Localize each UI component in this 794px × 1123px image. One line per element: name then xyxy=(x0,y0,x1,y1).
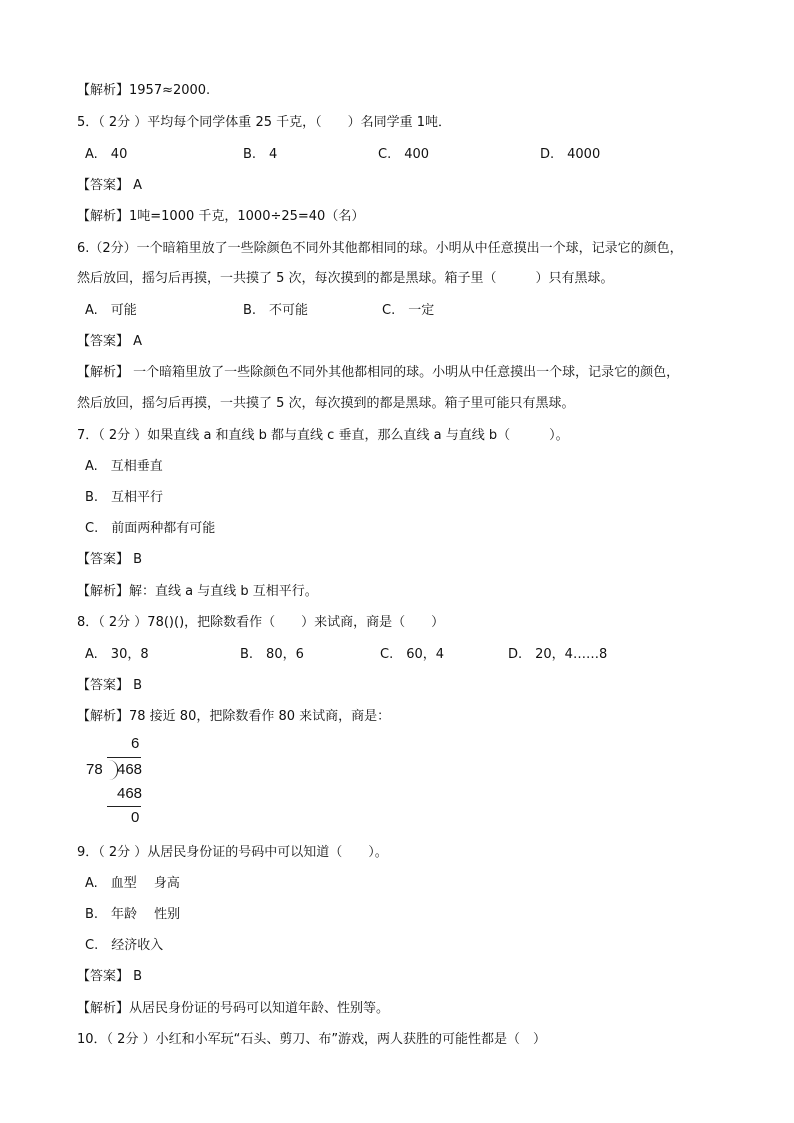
q7-option-b: B. 互相平行 xyxy=(85,490,164,505)
division-top-rule xyxy=(107,757,141,758)
answer-q7: 【答案】 B xyxy=(77,552,143,567)
analysis-q4: 【解析】1957≈2000. xyxy=(77,83,211,98)
q9-option-c: C. 经济收入 xyxy=(85,938,164,953)
analysis-q8: 【解析】78 接近 80，把除数看作 80 来试商，商是： xyxy=(77,709,391,724)
q6-option-b: B. 不可能 xyxy=(243,303,309,318)
analysis-q6: 【解析】 一个暗箱里放了一些除颜色不同外其他都相同的球。小明从中任意摸出一个球，记录它的颜色， xyxy=(77,365,680,380)
answer-q8: 【答案】 B xyxy=(77,678,143,693)
question-6-cont: 然后放回，摇匀后再摸，一共摸了 5 次，每次摸到的都是黑球。箱子里（ ）只有黑球。 xyxy=(77,271,614,286)
q7-option-a: A. 互相垂直 xyxy=(85,459,163,474)
question-10: 10．（ 2分 ）小红和小军玩“石头、剪刀、布”游戏，两人获胜的可能性都是（ ） xyxy=(77,1032,547,1047)
division-quotient: 6 xyxy=(131,735,140,752)
answer-q6: 【答案】 A xyxy=(77,334,143,349)
analysis-q6-cont: 然后放回，摇匀后再摸，一共摸了 5 次，每次摸到的都是黑球。箱子里可能只有黑球。 xyxy=(77,396,575,411)
q6-option-c: C. 一定 xyxy=(382,303,435,318)
q9-option-a: A. 血型 身高 xyxy=(85,876,180,891)
analysis-q9: 【解析】从居民身份证的号码可以知道年龄、性别等。 xyxy=(77,1001,390,1016)
division-product: 468 xyxy=(117,785,143,802)
q8-option-a: A. 30，8 xyxy=(85,647,149,662)
division-dividend: 468 xyxy=(117,761,143,778)
question-8: 8．（ 2分 ）78()()，把除数看作（ ）来试商，商是（ ） xyxy=(77,615,445,630)
long-division-figure xyxy=(83,735,153,830)
q5-option-b: B. 4 xyxy=(243,147,278,162)
question-5: 5．（ 2分 ）平均每个同学体重 25 千克，（ ）名同学重 1吨． xyxy=(77,115,452,130)
division-bottom-rule xyxy=(107,806,141,807)
q9-option-b: B. 年龄 性别 xyxy=(85,907,181,922)
analysis-q5: 【解析】1吨=1000 千克，1000÷25=40（名） xyxy=(77,209,365,224)
q7-option-c: C. 前面两种都有可能 xyxy=(85,521,216,536)
q8-option-d: D. 20，4……8 xyxy=(508,647,608,662)
answer-q9: 【答案】 B xyxy=(77,969,143,984)
q8-option-b: B. 80，6 xyxy=(240,647,304,662)
q6-option-a: A. 可能 xyxy=(85,303,137,318)
q5-option-a: A. 40 xyxy=(85,147,128,162)
division-remainder: 0 xyxy=(131,809,140,826)
q5-option-d: D. 4000 xyxy=(540,147,601,162)
analysis-q7: 【解析】解：直线 a 与直线 b 互相平行。 xyxy=(77,584,318,599)
q8-option-c: C. 60，4 xyxy=(380,647,445,662)
question-7: 7．（ 2分 ）如果直线 a 和直线 b 都与直线 c 垂直，那么直线 a 与直线 b（ ）。 xyxy=(77,428,569,443)
answer-q5: 【答案】 A xyxy=(77,178,143,193)
question-9: 9．（ 2分 ）从居民身份证的号码中可以知道（ ）。 xyxy=(77,845,388,860)
division-divisor: 78 xyxy=(86,761,103,778)
q5-option-c: C. 400 xyxy=(378,147,430,162)
question-6: 6.（2分）一个暗箱里放了一些除颜色不同外其他都相同的球。小明从中任意摸出一个球，记录它的颜色， xyxy=(77,241,683,256)
